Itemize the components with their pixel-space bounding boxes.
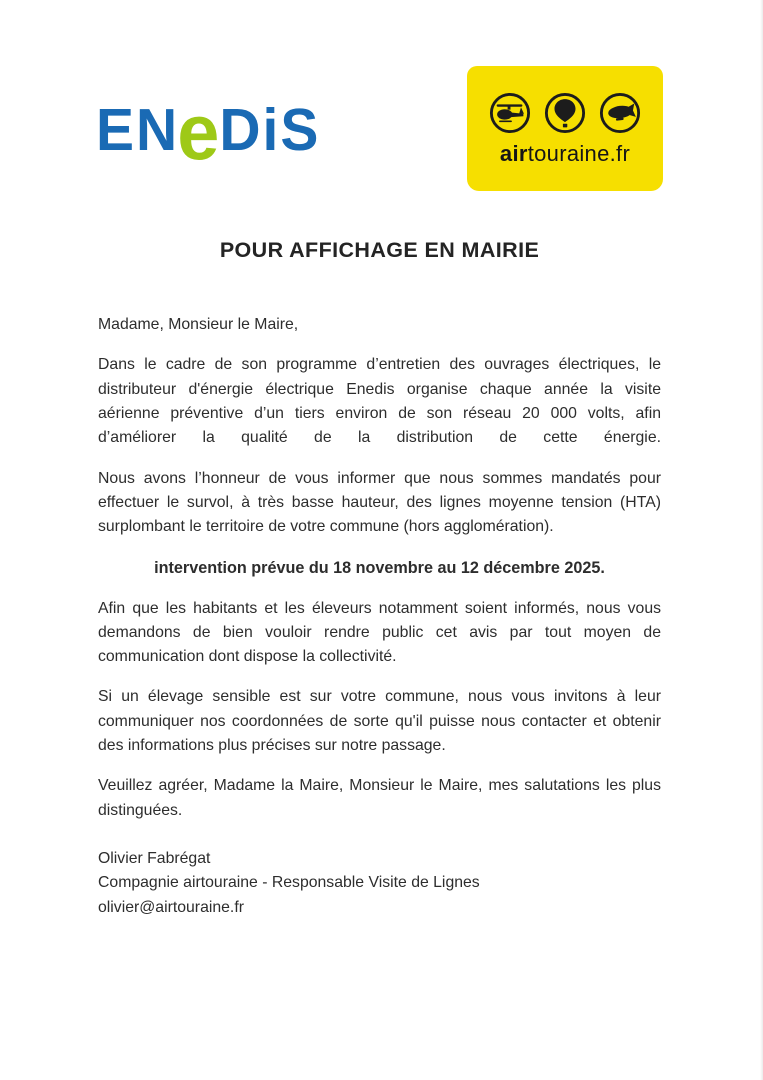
signature-name: Olivier Fabrégat [98, 850, 211, 868]
enedis-logo-text-left: EN [96, 96, 180, 163]
helicopter-icon [489, 92, 531, 134]
signature-email: olivier@airtouraine.fr [98, 898, 244, 916]
airtouraine-domain [500, 143, 630, 165]
signature-block [98, 847, 661, 920]
closing-paragraph: Veuillez agréer, Madame la Maire, Monsieur le Maire, mes salutations les plus distinguées. [98, 777, 661, 819]
body-paragraph-2: Nous avons l’honneur de vous informer que nous sommes mandatés pour effectuer le survol, à très basse hauteur, des lignes moyenne tension (HTA) surplombant le territoire de votre commune (hors agglomération). [98, 469, 661, 536]
salutation: Madame, Monsieur le Maire, [98, 316, 299, 334]
letter-body [98, 234, 661, 920]
airtouraine-domain-rest: touraine.fr [527, 141, 631, 166]
intervention-dates: intervention prévue du 18 novembre au 12 décembre 2025. [154, 558, 605, 577]
page-title: POUR AFFICHAGE EN MAIRIE [219, 238, 540, 262]
airship-icon [599, 92, 641, 134]
airtouraine-logo [467, 66, 663, 191]
signature-role: Compagnie airtouraine - Responsable Visite de Lignes [98, 874, 480, 892]
enedis-logo [96, 88, 321, 178]
airtouraine-domain-bold: air [499, 141, 528, 166]
enedis-logo-text-right: DiS [219, 96, 321, 163]
enedis-logo-green-e: e [177, 88, 222, 178]
body-paragraph-3: Afin que les habitants et les éleveurs notamment soient informés, nous vous demandons de bien vouloir rendre public cet avis par tout moyen de communication dont dispose la collectivité. [98, 599, 661, 666]
body-paragraph-4: Si un élevage sensible est sur votre commune, nous vous invitons à leur communiquer nos coordonnées de sorte qu'il puisse nous contacter et obtenir des informations plus précises sur notre passage. [98, 688, 661, 755]
airtouraine-logo-icons [489, 92, 641, 134]
hot-air-balloon-icon [544, 92, 586, 134]
body-paragraph-1: Dans le cadre de son programme d’entretien des ouvrages électriques, le distributeur d'énergie électrique Enedis organise chaque année la visite aérienne préventive d’un tiers environ de son réseau 20 000 volts, afin d’améliorer la qualité de la distribution de cette énergie. [98, 356, 661, 447]
